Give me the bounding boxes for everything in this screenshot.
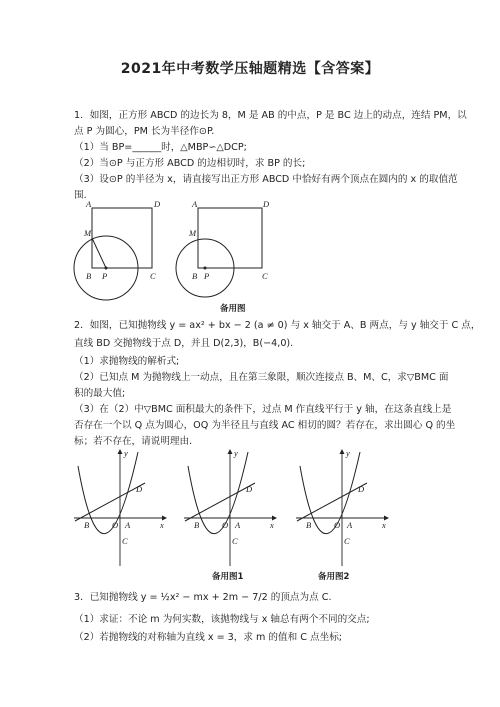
q1-stem-line1: 1．如图，正方形 ABCD 的边长为 8，M 是 AB 的中点，P 是 BC 边上的动点，连结 PM，以 [74,110,467,121]
q2-part3-line3: 标；若不存在，请说明理由. [74,436,193,447]
label-a: A [192,199,198,209]
label-b: B [86,271,92,281]
segment-pm [92,238,106,268]
square-abcd [92,208,152,268]
label-m: M [84,228,92,238]
q2-stem-line2: 直线 BD 交抛物线于点 D，并且 D(2,3)，B(−4,0). [74,338,294,349]
label-a: A [86,199,92,209]
point-p [204,267,207,270]
point-p [105,267,108,270]
q1-part3-line1: （3）设⊙P 的半径为 x，请直接写出正方形 ABCD 中恰好有两个顶点在圆内的 x 的取值范 [74,174,458,185]
label-a: A [125,520,131,530]
label-d: D [263,199,270,209]
q2-stem-line1: 2．如图，已知抛物线 y = ax² + bx − 2 (a ≠ 0) 与 x 轴交于 A、B 两点，与 y 轴交于 C 点， [74,320,481,331]
label-c: C [344,536,350,546]
label-b: B [192,271,198,281]
q3-stem: 3．已知抛物线 y = ½x² − mx + 2m − 7/2 的顶点为点 C. [74,592,332,603]
label-c: C [232,536,238,546]
y-axis-arrow [118,449,123,454]
label-d: D [136,484,143,494]
label-o: O [334,520,341,530]
page-title: 2021年中考数学压轴题精选【含答案】 [120,61,380,77]
label-p: P [204,271,210,281]
label-b: B [84,520,90,530]
y-axis-arrow [228,449,233,454]
q2-caption-spare1: 备用图1 [212,572,244,582]
q2-part1: （1）求抛物线的解析式; [74,356,180,367]
label-d: D [154,199,161,209]
label-d: D [358,484,365,494]
q3-part1: （1）求证：不论 m 为何实数，该抛物线与 x 轴总有两个不同的交点; [74,614,370,625]
label-m: M [189,228,197,238]
label-y: y [346,448,350,458]
label-b: B [194,520,200,530]
q2-figure-spare1 [180,448,280,568]
label-x: x [382,520,386,530]
label-c: C [150,271,156,281]
label-a: A [235,520,241,530]
q3-part2: （2）若抛物线的对称轴为直线 x = 3，求 m 的值和 C 点坐标; [74,632,343,643]
q2-part2-line2: 积的最大值; [74,388,126,399]
q2-caption-spare2: 备用图2 [318,572,350,582]
label-c: C [122,536,128,546]
label-o: O [112,520,119,530]
q2-part3-line2: 否存在一个以 Q 点为圆心，OQ 为半径且与直线 AC 相切的圆？若存在，求出圆心 Q 的坐 [74,420,456,431]
label-d: D [246,484,253,494]
label-x: x [270,520,274,530]
label-p: P [102,271,108,281]
square-abcd [198,208,262,268]
label-c: C [262,271,268,281]
q1-part1: （1）当 BP=______时，△MBP∽△DCP; [74,142,247,153]
q1-figure-caption: 备用图 [220,304,246,314]
label-x: x [160,520,164,530]
label-b: B [306,520,312,530]
q2-part2-line1: （2）已知点 M 为抛物线上一动点，且在第三象限，顺次连接点 B、M、C，求▽BMC 面 [74,372,449,383]
q1-stem-line2: 点 P 为圆心，PM 长为半径作⊙P. [74,126,215,137]
label-a: A [347,520,353,530]
q1-part3-line2: 围. [74,190,87,201]
q2-part3-line1: （3）在（2）中▽BMC 面积最大的条件下，过点 M 作直线平行于 y 轴，在这条直线上是 [74,404,452,415]
q1-figure-spare [172,198,332,308]
y-axis-arrow [340,449,345,454]
q2-figure-spare2 [292,448,392,568]
label-y: y [234,448,238,458]
q2-figure-main [70,448,170,568]
label-y: y [124,448,128,458]
q1-part2: （2）当⊙P 与正方形 ABCD 的边相切时，求 BP 的长; [74,158,306,169]
label-o: O [222,520,229,530]
